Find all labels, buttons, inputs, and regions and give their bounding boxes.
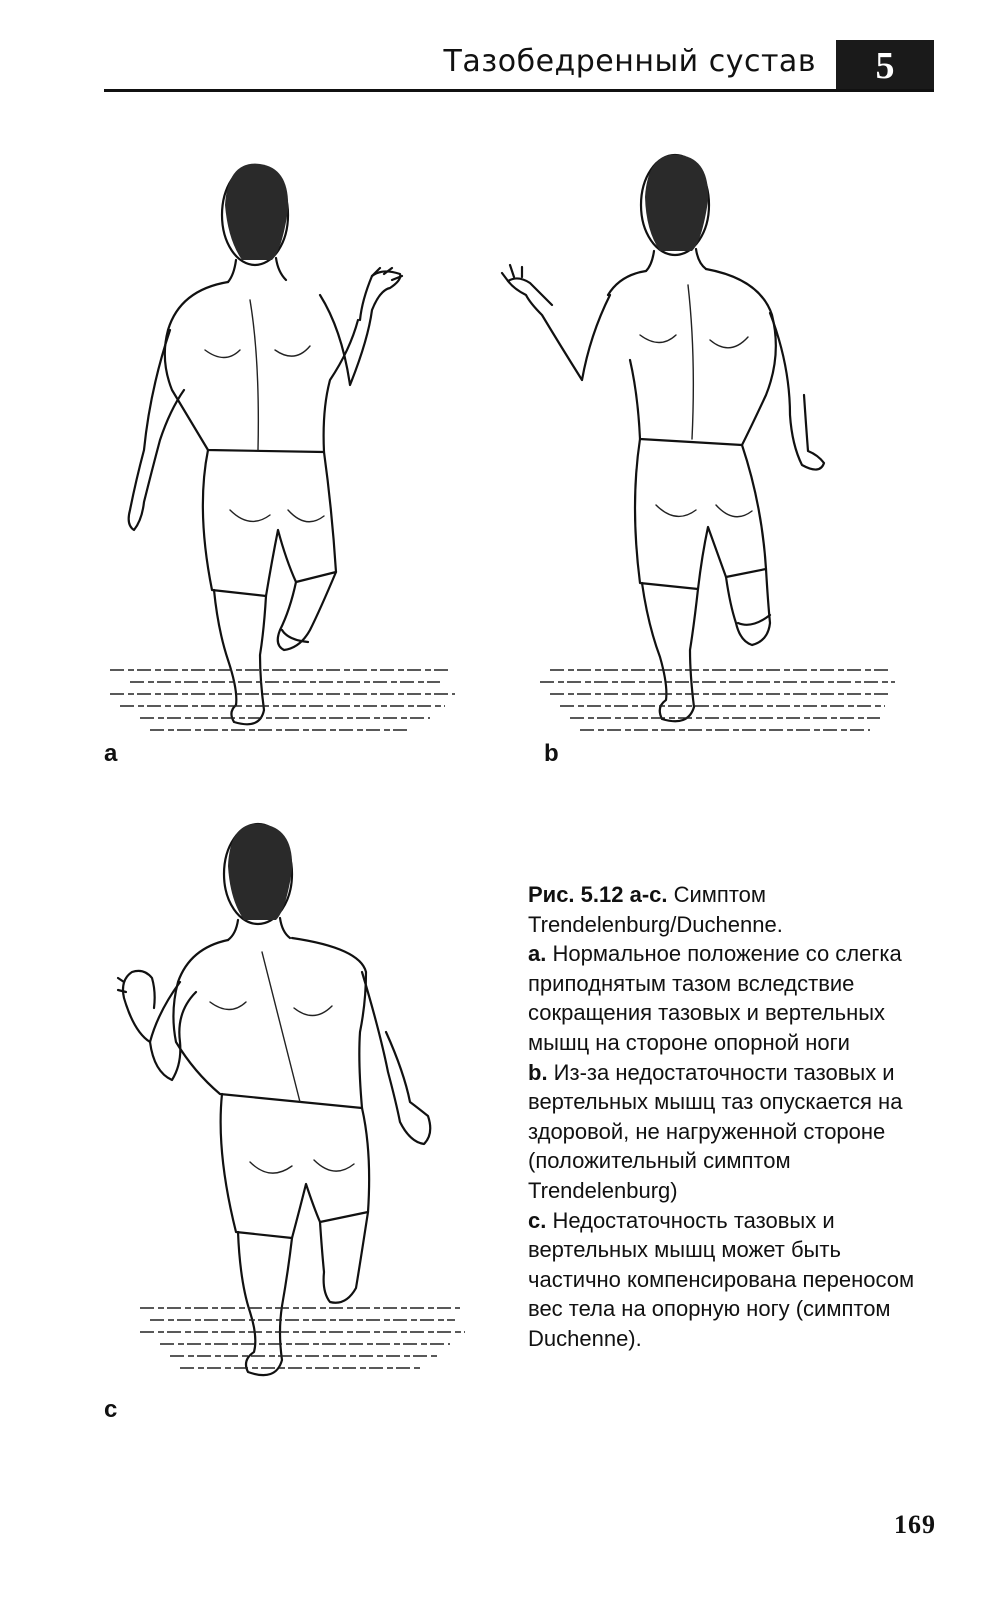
running-head (104, 40, 934, 92)
figure-walking-duchenne-icon (110, 812, 480, 1397)
panel-label-c: c (104, 1396, 118, 1423)
caption-item-b-label: b. (528, 1059, 548, 1085)
caption-item-c-text: Недостаточность тазовых и вертельных мышц может быть частично компенсирована переносом вес тела на опорную ногу (симптом Duchenne). (528, 1207, 915, 1351)
panel-label-b: b (544, 740, 559, 767)
caption-item-c (528, 1206, 928, 1354)
caption-item-b-text: Из-за недостаточности тазовых и вертельных мышц таз опускается на здоровой, не нагруженной стороне (положительный симптом Trendelenburg) (528, 1059, 903, 1203)
caption-title-number: Рис. 5.12 а-с. (528, 882, 668, 907)
figure-panel-c (110, 812, 480, 1397)
page-number: 169 (894, 1510, 936, 1539)
header-rule (104, 89, 934, 92)
figure-walking-normal-icon (110, 150, 470, 740)
panel-label-a: a (104, 740, 118, 767)
chapter-number-box: 5 (836, 40, 934, 92)
figure-caption (528, 880, 928, 1354)
caption-title-text: Симптом Trendelenburg/Duchenne. (528, 882, 783, 937)
caption-item-a (528, 939, 928, 1057)
running-head-title: Тазобедренный сустав (443, 44, 816, 79)
figure-walking-trendelenburg-icon (490, 145, 900, 740)
caption-item-a-label: a. (528, 941, 547, 967)
caption-item-b (528, 1058, 928, 1206)
caption-title (528, 880, 928, 939)
figure-panel-b (490, 145, 900, 740)
caption-item-c-label: c. (528, 1207, 547, 1233)
caption-item-a-text: Нормальное положение со слегка приподнятым тазом вследствие сокращения тазовых и вертельных мышц на стороне опорной ноги (528, 941, 902, 1055)
figure-panel-a (110, 150, 470, 740)
